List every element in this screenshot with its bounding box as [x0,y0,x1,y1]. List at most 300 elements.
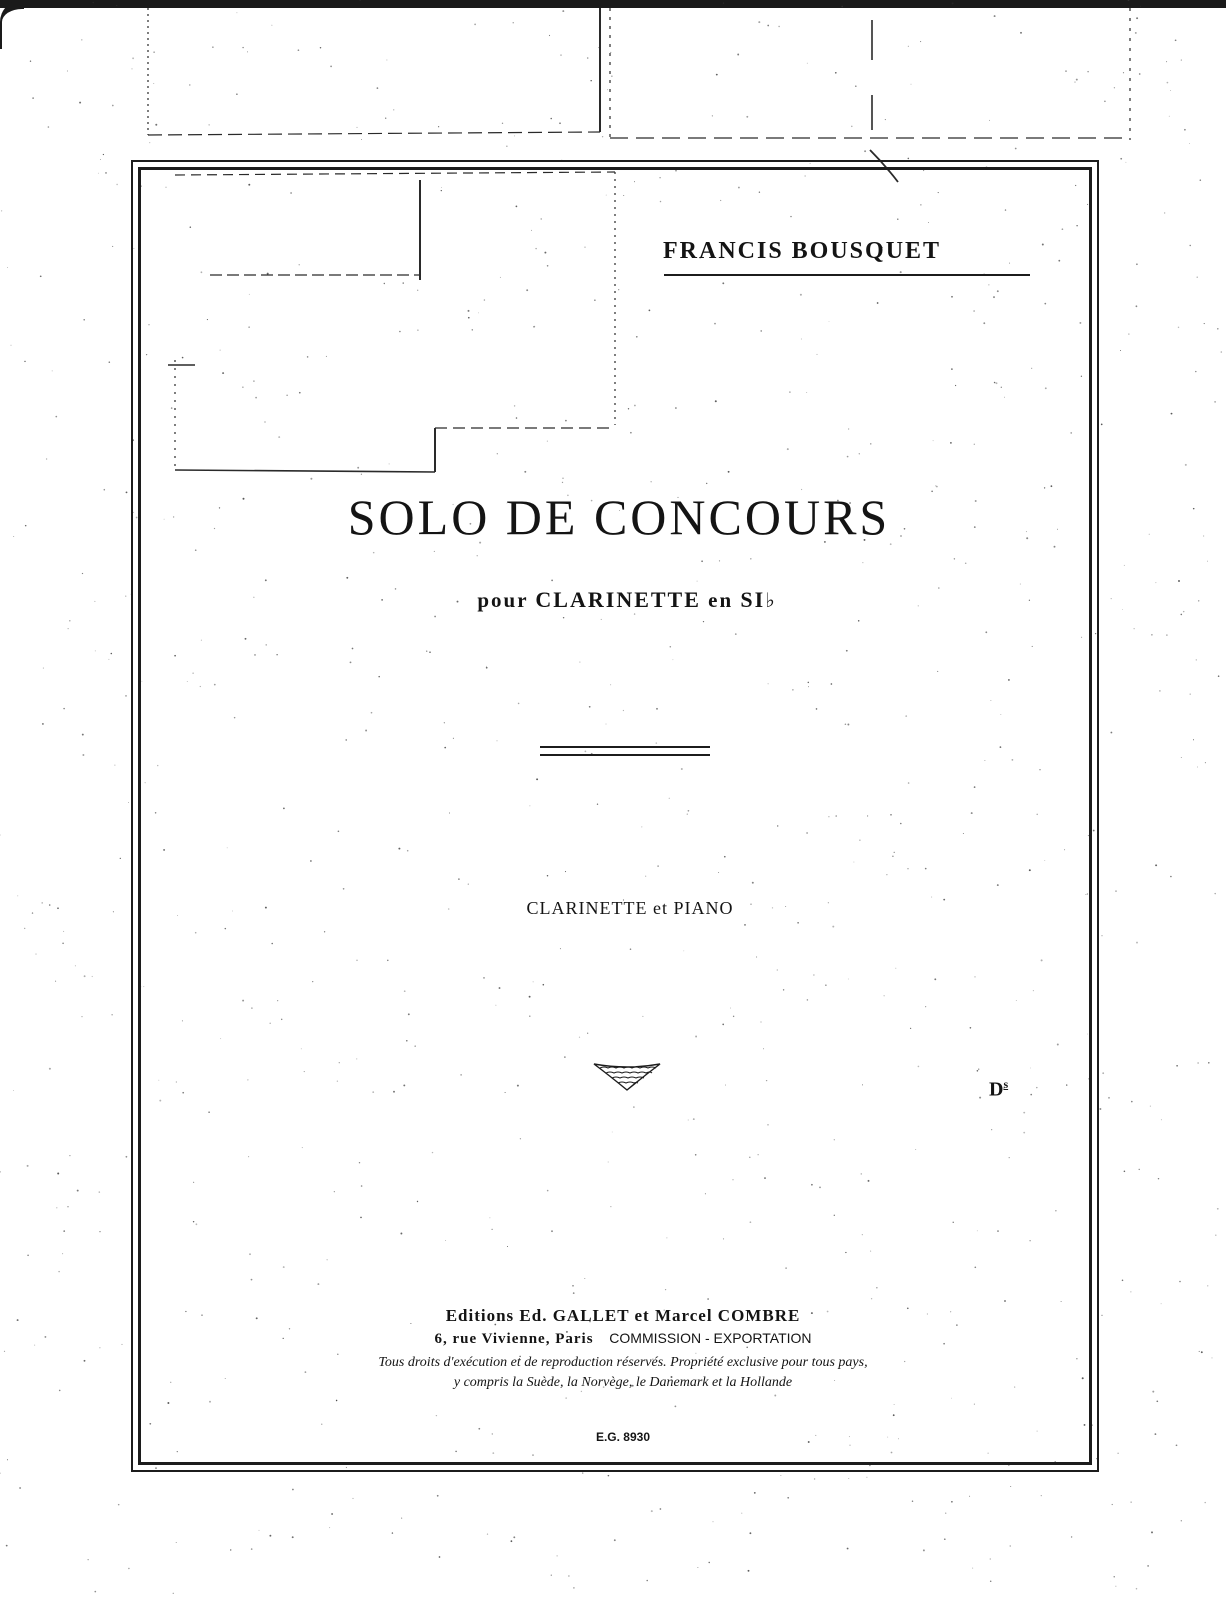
scan-speck [866,1477,867,1478]
scan-speck [329,1527,330,1528]
scan-speck [1164,212,1165,213]
scan-speck [0,835,1,836]
scan-speck [1195,371,1196,372]
scan-speck [746,116,748,118]
scan-speck [1185,464,1187,466]
scan-speck [908,158,910,160]
scan-speck [1167,82,1169,84]
scan-speck [511,1540,513,1542]
scan-speck [361,139,362,140]
scan-speck [111,1014,112,1015]
scan-speck [1120,158,1122,160]
scan-speck [52,370,53,371]
scan-speck [697,1567,698,1568]
scan-speck [994,15,996,17]
scan-speck [1207,1285,1208,1286]
scan-speck [1151,1531,1153,1533]
scan-speck [1180,614,1182,616]
scan-speck [1104,100,1106,102]
scan-speck [607,89,608,90]
scan-speck [709,1562,710,1563]
scan-speck [1136,263,1138,265]
subtitle-pour: pour [477,588,529,612]
composer-name: FRANCIS BOUSQUET [663,238,942,264]
scan-speck [1189,245,1190,246]
scan-speck [56,1207,57,1208]
scan-speck [1134,628,1135,629]
scan-speck [1215,1234,1216,1235]
scan-speck [1151,634,1153,636]
scan-speck [1015,148,1017,150]
scan-speck [1136,942,1138,944]
scan-speck [556,1555,557,1556]
scan-speck [614,1539,616,1541]
scan-speck [118,1504,120,1506]
scan-speck [55,416,57,418]
scan-speck [81,1016,82,1017]
scan-speck [83,319,85,321]
scan-speck [807,63,808,64]
scan-speck [855,85,857,87]
scan-speck [1197,277,1198,278]
scan-speck [1190,693,1191,694]
scan-speck [1131,1502,1132,1503]
scan-speck [587,57,589,59]
scan-speck [55,981,56,982]
scan-speck [82,734,84,736]
scan-speck [514,135,515,136]
scan-speck [1207,561,1208,562]
scan-speck [88,1559,89,1560]
scan-speck [1102,935,1103,936]
scan-speck [125,695,127,697]
scan-speck [1135,32,1137,34]
scan-speck [1122,1280,1124,1282]
scan-speck [562,10,564,12]
scan-speck [1150,1106,1151,1107]
scan-speck [1214,401,1216,403]
scan-speck [1176,1444,1178,1446]
scan-speck [502,123,503,124]
scan-speck [153,83,154,84]
scan-speck [330,66,332,68]
scan-speck [1120,350,1121,351]
scan-speck [1170,90,1171,91]
scan-speck [1197,766,1198,767]
scan-speck [292,1489,294,1491]
scan-speck [82,754,84,756]
cover-frame-inner [138,167,1092,1465]
decorative-double-rule [540,746,710,756]
scan-speck [269,1535,271,1537]
scan-speck [1175,39,1177,41]
scan-speck [741,1513,742,1514]
scan-speck [1115,890,1117,892]
scan-speck [1071,1536,1072,1537]
scan-speck [40,275,42,277]
scan-speck [944,1538,946,1540]
scan-speck [46,458,47,459]
scan-speck [132,57,134,59]
scan-speck [1169,116,1170,117]
scan-speck [1181,60,1182,61]
scan-speck [1156,1400,1158,1402]
scan-speck [386,60,387,61]
scan-speck [841,6,843,8]
scan-speck [1041,1495,1042,1496]
scan-speck [100,159,101,160]
scan-speck [0,1171,1,1172]
scan-speck [754,1492,756,1494]
scan-speck [77,1190,79,1192]
price-mark [989,1077,1008,1102]
scan-speck [551,1575,552,1576]
scan-speck [48,126,50,128]
scan-speck [62,1253,63,1254]
scan-speck [128,1568,129,1569]
scan-speck [1161,1303,1162,1304]
scan-speck [1196,659,1197,660]
price-mark-superscript: s [1003,1077,1009,1091]
scan-speck [851,126,852,127]
scan-speck [352,1498,353,1499]
scan-speck [1108,1097,1110,1099]
scan-speck [1010,1545,1011,1546]
scan-speck [69,620,71,622]
scan-speck [969,1496,970,1497]
scan-speck [1010,1486,1011,1487]
scan-speck [990,1559,991,1560]
scan-speck [814,1478,815,1479]
scan-speck [13,1090,14,1091]
scan-speck [610,52,611,53]
publisher-address [0,1330,1226,1348]
scan-speck [173,1593,174,1594]
scan-speck [506,146,507,147]
scan-speck [1112,1504,1113,1505]
scan-speck [513,1536,515,1538]
scan-speck [1076,79,1078,81]
scan-speck [778,26,779,27]
scan-speck [1123,72,1124,73]
scan-speck [1136,1588,1138,1590]
scan-speck [1161,1119,1162,1120]
scan-speck [920,41,921,42]
scan-speck [109,361,111,363]
scan-speck [1,210,2,211]
scan-speck [67,1206,68,1207]
scan-speck [1201,1351,1203,1353]
scan-speck [1102,1072,1104,1074]
scan-speck [24,928,25,929]
scan-speck [393,109,394,110]
scan-speck [1197,1062,1198,1063]
rights-notice-line-2: y compris la Suède, la Norvège, le Danemark et la Hollande [453,1375,793,1390]
scan-speck [1139,73,1141,75]
scan-speck [7,267,8,268]
scan-speck [94,1591,96,1593]
scan-speck [864,150,866,152]
composer-underline [664,274,1030,276]
scan-speck [209,124,210,125]
scan-speck [1181,757,1182,758]
scan-speck [1136,305,1138,307]
scan-speck [81,39,82,40]
scan-speck [99,1191,100,1192]
scan-speck [723,2,724,3]
scan-speck [560,54,562,56]
subtitle-key: SI [740,587,766,612]
scan-speck [1020,32,1022,34]
scan-speck [1205,762,1206,763]
scan-speck [242,47,243,48]
scan-speck [651,1510,653,1512]
scan-speck [95,650,96,651]
scan-speck [114,765,115,766]
scan-speck [6,1545,8,1547]
scan-speck [559,122,561,124]
scan-speck [131,68,132,69]
scan-speck [236,93,238,95]
scan-speck [923,1549,925,1551]
scan-speck [69,1155,70,1156]
scan-speck [153,51,154,52]
scan-speck [1204,1502,1205,1503]
scan-speck [912,1500,913,1501]
scan-speck [99,1231,100,1232]
scan-speck [1124,1171,1126,1173]
scan-speck [356,127,357,128]
scan-speck [62,942,64,944]
scan-speck [1158,1178,1159,1179]
scan-speck [911,84,912,85]
scan-speck [787,1497,789,1499]
scan-speck [1170,876,1172,878]
scan-speck [331,1513,333,1515]
scan-speck [1204,323,1205,324]
scan-speck [63,708,64,709]
scan-speck [758,21,760,23]
scan-speck [1189,143,1190,144]
scan-speck [32,97,34,99]
scan-speck [1101,424,1103,426]
scan-speck [1117,1453,1118,1454]
scan-speck [1114,1576,1115,1577]
scan-speck [1110,732,1112,734]
scan-speck [989,120,990,121]
price-mark-letter: D [989,1078,1004,1101]
scan-speck [4,1351,5,1352]
scan-speck [439,1556,441,1558]
scan-speck [1156,582,1157,583]
scan-speck [602,136,603,137]
scan-speck [1217,328,1219,330]
scan-speck [98,173,99,174]
scan-speck [176,1542,177,1543]
scan-speck [1065,70,1067,72]
scan-speck [1140,6,1141,7]
scan-speck [1128,334,1129,335]
rights-notice-line-1: Tous droits d'exécution et de reproduction réservés. Propriété exclusive pour tous pays, [378,1355,868,1370]
scan-speck [716,74,718,76]
scan-speck [1115,1586,1116,1587]
scan-speck [259,1530,260,1531]
scan-speck [513,22,514,23]
scan-speck [1217,1208,1219,1210]
work-subtitle [0,587,1226,613]
subtitle-en: en [708,588,734,612]
scan-speck [748,1570,750,1572]
scan-speck [24,361,25,362]
scan-speck [57,1173,59,1175]
scan-speck [660,1508,662,1510]
scan-speck [847,1548,849,1550]
scan-speck [1178,580,1180,582]
scan-speck [116,184,117,185]
scan-speck [68,628,69,629]
scan-speck [1125,162,1126,163]
scan-speck [568,1575,569,1576]
scan-speck [646,1580,648,1582]
scan-speck [549,35,550,36]
scan-speck [128,802,129,803]
scan-speck [885,119,886,120]
scan-speck [230,1549,231,1550]
scan-speck [1200,179,1202,181]
scan-speck [1208,1062,1210,1064]
scan-speck [82,573,83,574]
scan-speck [1155,864,1157,866]
scan-speck [236,12,237,13]
scan-speck [1181,1520,1182,1521]
scan-speck [1139,1169,1140,1170]
scan-speck [1221,351,1223,353]
scan-speck [1087,71,1089,73]
scan-speck [67,71,68,72]
scan-speck [990,1580,992,1582]
scan-speck [27,1254,29,1256]
publisher-commission: COMMISSION - EXPORTATION [609,1330,812,1346]
scan-speck [30,61,31,62]
scan-speck [908,46,909,47]
scan-speck [92,976,93,977]
scan-speck [105,172,107,174]
scan-speck [945,1513,946,1514]
scan-speck [377,87,379,89]
scan-speck [120,858,121,859]
publisher-street: 6, rue Vivienne, Paris [434,1331,594,1347]
scan-speck [320,47,321,48]
scan-speck [35,954,36,955]
scan-speck [298,49,300,51]
scan-speck [712,115,713,116]
scan-speck [608,1475,610,1477]
scan-speck [112,105,114,107]
scan-speck [1214,893,1215,894]
scan-speck [116,5,117,6]
ornament-fleuron-icon [592,1058,662,1092]
flat-sign-icon: ♭ [765,588,777,612]
scan-speck [251,1548,253,1550]
scan-speck [149,142,150,143]
scan-speck [474,24,476,26]
subtitle-instrument: CLARINETTE [535,587,701,612]
scan-speck [767,25,769,27]
scan-speck [75,965,76,966]
scan-speck [1136,17,1138,19]
scan-speck [42,723,44,725]
scan-speck [712,1521,713,1522]
scan-speck [212,46,213,47]
scan-speck [63,1230,65,1232]
scan-speck [780,1475,781,1476]
scan-speck [401,1518,402,1519]
scan-speck [611,76,612,77]
scan-speck [79,102,81,104]
scoring-line: CLARINETTE et PIANO [526,898,734,918]
scan-speck [292,1536,294,1538]
scan-speck [590,80,591,81]
scan-speck [1218,675,1220,677]
scan-speck [1147,1565,1149,1567]
scan-speck [737,54,739,56]
scan-speck [17,896,18,897]
scan-speck [271,25,272,26]
scan-speck [487,1533,488,1534]
scan-speck [247,51,248,52]
scan-speck [1176,1065,1178,1067]
scan-speck [1124,565,1125,566]
scan-speck [1128,0,1130,1]
scan-speck [27,1165,29,1167]
scan-speck [749,1532,751,1534]
scan-speck [1179,1281,1181,1283]
scan-speck [1166,61,1167,62]
scan-speck [19,1487,21,1489]
scan-speck [1193,739,1194,740]
scan-speck [1184,129,1186,131]
scan-speck [1099,1108,1101,1110]
plate-number: E.G. 8930 [595,1430,651,1444]
scan-speck [951,1501,953,1503]
scan-speck [112,246,113,247]
scan-speck [360,0,361,1]
scan-speck [111,653,113,655]
scan-speck [952,2,954,4]
scan-speck [848,1478,849,1479]
scan-speck [835,72,837,74]
scan-speck [1171,413,1173,415]
scan-speck [108,659,109,660]
scan-speck [126,1156,128,1158]
work-title: SOLO DE CONCOURS [347,489,891,545]
scan-speck [43,668,44,669]
scan-speck [84,975,86,977]
scan-speck [7,1459,8,1460]
scan-speck [1130,1291,1131,1292]
scan-speck [550,118,552,120]
scan-speck [0,1473,1,1474]
scan-speck [582,1472,583,1473]
scan-speck [385,118,386,119]
scan-speck [437,1495,439,1497]
scan-speck [1114,87,1115,88]
scan-speck [103,154,104,155]
scan-speck [189,84,190,85]
scan-speck [392,1532,393,1533]
scan-speck [63,931,64,932]
scan-speck [49,1068,51,1070]
